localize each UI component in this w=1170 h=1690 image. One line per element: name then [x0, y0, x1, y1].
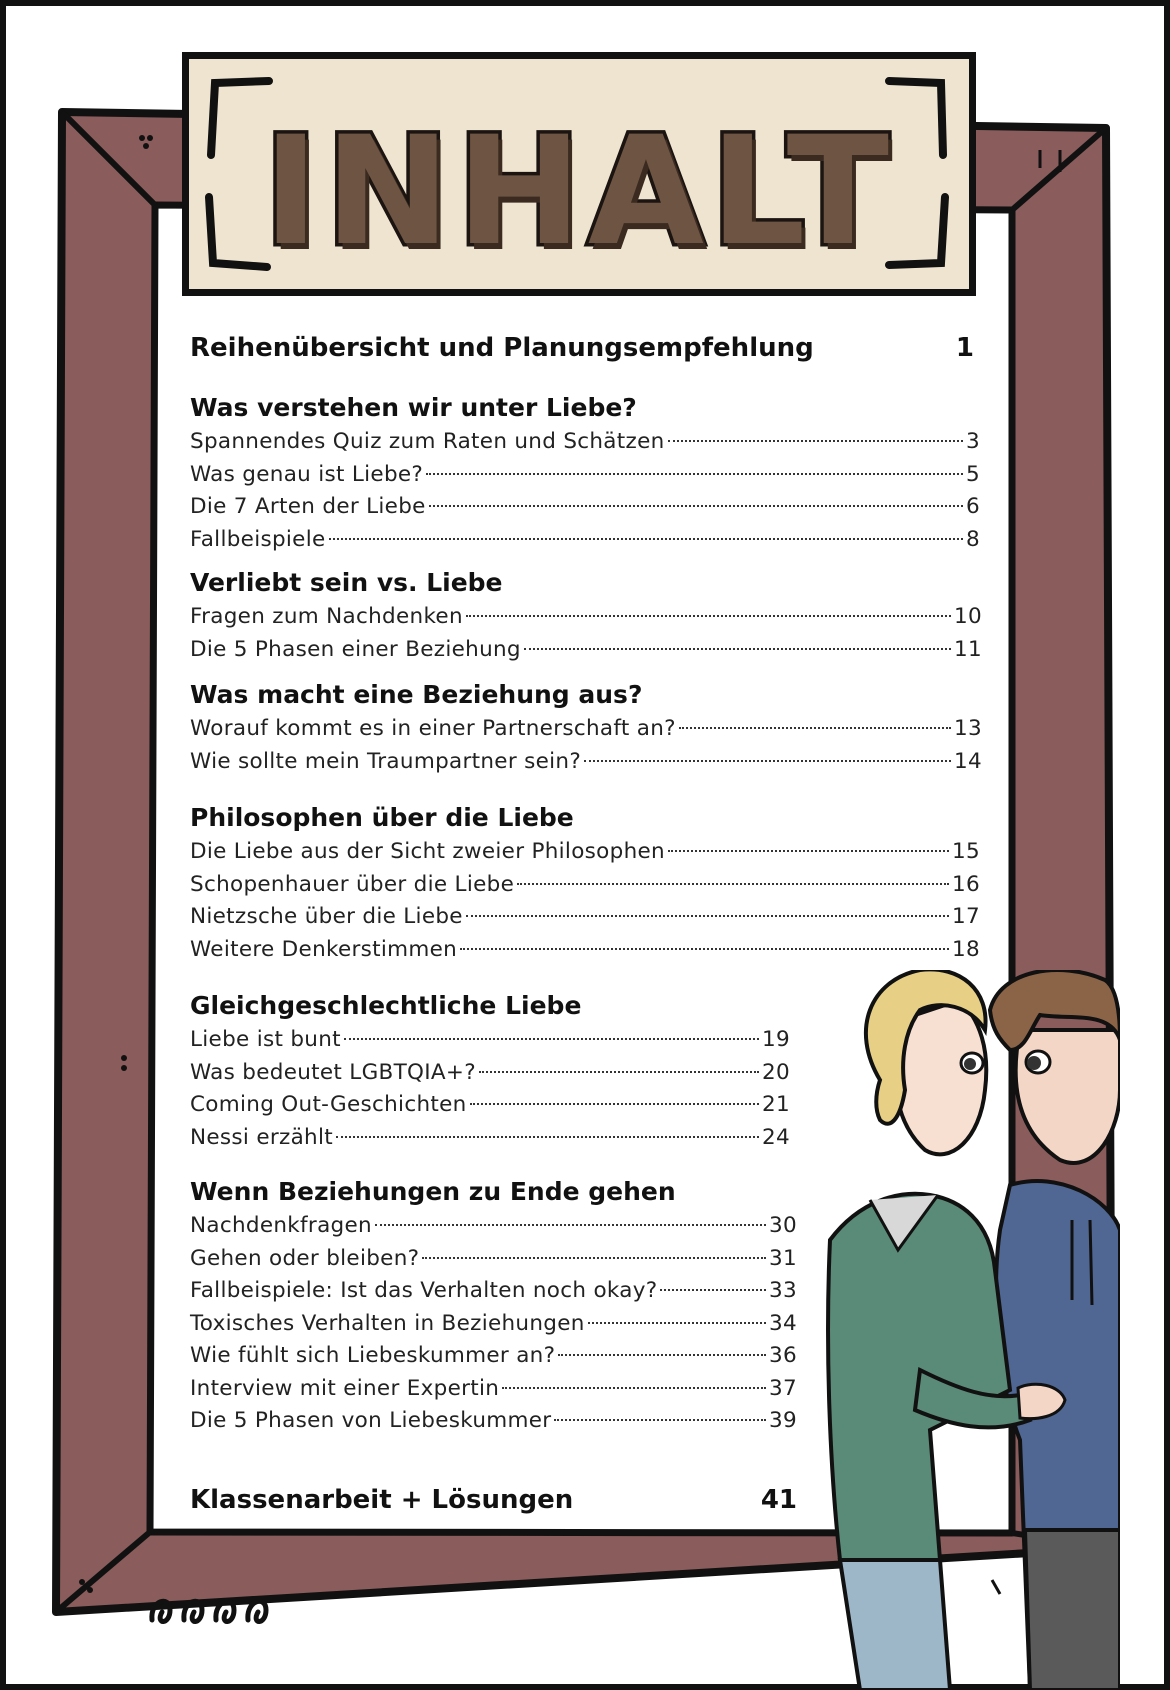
- dot-leader: [422, 1257, 766, 1259]
- toc-row[interactable]: [190, 713, 982, 746]
- toc-row-page: 33: [769, 1278, 797, 1303]
- toc-row-label: Wie sollte mein Traumpartner sein?: [190, 748, 582, 774]
- toc-section: [190, 988, 790, 1154]
- toc-final-label: Klassenarbeit + Lösungen: [190, 1485, 574, 1515]
- section-title: Wenn Beziehungen zu Ende gehen: [190, 1177, 676, 1206]
- title-banner: [182, 52, 976, 296]
- dot-leader: [460, 948, 949, 950]
- dot-leader: [584, 760, 951, 762]
- page-title: INHALT: [262, 105, 896, 279]
- toc-row-label: Wie fühlt sich Liebeskummer an?: [190, 1343, 556, 1368]
- toc-row[interactable]: [190, 1275, 797, 1308]
- toc-row-label: Was bedeutet LGBTQIA+?: [190, 1059, 476, 1085]
- toc-row-page: 19: [762, 1027, 790, 1052]
- dot-leader: [375, 1224, 766, 1226]
- toc-row[interactable]: [190, 634, 982, 667]
- toc-row-page: 36: [769, 1343, 797, 1368]
- dot-leader: [344, 1038, 759, 1040]
- dot-leader: [426, 473, 963, 475]
- toc-row[interactable]: [190, 1210, 797, 1243]
- toc-row-page: 39: [769, 1408, 797, 1433]
- toc-section: [190, 677, 982, 778]
- toc-row-page: 14: [954, 748, 982, 774]
- section-title: Verliebt sein vs. Liebe: [190, 568, 503, 597]
- toc-row-label: Coming Out-Geschichten: [190, 1092, 467, 1117]
- dot-leader: [679, 727, 951, 729]
- section-title: Philosophen über die Liebe: [190, 803, 574, 832]
- toc-row-label: Fallbeispiele: Ist das Verhalten noch okay?: [190, 1278, 658, 1303]
- dot-leader: [588, 1322, 766, 1324]
- dot-leader: [502, 1387, 766, 1389]
- toc-section: [190, 390, 980, 556]
- toc-row-page: 16: [952, 871, 980, 897]
- toc-section: [190, 800, 980, 966]
- toc-row-label: Liebe ist bunt: [190, 1027, 341, 1052]
- section-title: Gleichgeschlechtliche Liebe: [190, 991, 582, 1020]
- toc-row-page: 31: [769, 1245, 797, 1271]
- dot-leader: [479, 1071, 759, 1073]
- toc-row[interactable]: [190, 1243, 797, 1276]
- toc-row-label: Nietzsche über die Liebe: [190, 904, 463, 929]
- toc-row-label: Worauf kommt es in einer Partnerschaft an?: [190, 716, 676, 741]
- toc-row-label: Die 5 Phasen von Liebeskummer: [190, 1408, 552, 1433]
- toc-row[interactable]: [190, 1122, 790, 1155]
- dot-leader: [336, 1136, 759, 1138]
- dot-leader: [466, 615, 951, 617]
- toc-row[interactable]: [190, 459, 980, 492]
- dot-leader: [524, 648, 951, 650]
- toc-row[interactable]: [190, 1089, 790, 1122]
- toc-row-page: 13: [954, 716, 982, 741]
- toc-row-label: Schopenhauer über die Liebe: [190, 871, 515, 897]
- toc-row[interactable]: [190, 1057, 790, 1090]
- dot-leader: [554, 1419, 766, 1421]
- toc-row-label: Interview mit einer Expertin: [190, 1375, 500, 1401]
- toc-row[interactable]: [190, 1308, 797, 1341]
- dot-leader: [517, 883, 949, 885]
- section-title: Was verstehen wir unter Liebe?: [190, 393, 637, 422]
- toc-section: [190, 565, 982, 666]
- toc-final-row[interactable]: [190, 1482, 797, 1518]
- toc-row-label: Gehen oder bleiben?: [190, 1245, 420, 1271]
- toc-row[interactable]: [190, 491, 980, 524]
- dot-leader: [668, 440, 963, 442]
- toc-intro-label: Reihenübersicht und Planungsempfehlung: [190, 333, 814, 363]
- toc-row-page: 18: [952, 936, 980, 962]
- toc-row-page: 5: [966, 461, 980, 487]
- toc-row-page: 3: [966, 429, 980, 454]
- toc-row-page: 37: [769, 1375, 797, 1401]
- toc-row[interactable]: [190, 1024, 790, 1057]
- toc-row-page: 34: [769, 1310, 797, 1336]
- toc-row[interactable]: [190, 426, 980, 459]
- dot-leader: [470, 1103, 759, 1105]
- toc-row[interactable]: [190, 601, 982, 634]
- toc-row-page: 24: [762, 1124, 790, 1150]
- toc-row-label: Toxisches Verhalten in Beziehungen: [190, 1310, 585, 1336]
- toc-intro-page: 1: [955, 333, 974, 363]
- dot-leader: [329, 538, 964, 540]
- toc-section: [190, 1174, 797, 1438]
- dot-leader: [668, 850, 949, 852]
- toc-row[interactable]: [190, 934, 980, 967]
- toc-row[interactable]: [190, 524, 980, 557]
- dot-leader: [429, 505, 963, 507]
- toc-row-page: 11: [954, 636, 982, 662]
- section-title: Was macht eine Beziehung aus?: [190, 680, 643, 709]
- toc-row-label: Weitere Denkerstimmen: [190, 936, 458, 962]
- toc-row-page: 8: [966, 526, 980, 552]
- toc-row-label: Die Liebe aus der Sicht zweier Philosophen: [190, 839, 665, 864]
- toc-row-page: 30: [769, 1213, 797, 1238]
- couple-illustration: [820, 970, 1120, 1690]
- dot-leader: [660, 1289, 766, 1291]
- toc-row-page: 17: [952, 904, 980, 929]
- toc-row-label: Fragen zum Nachdenken: [190, 604, 463, 629]
- toc-row[interactable]: [190, 901, 980, 934]
- toc-final-page: 41: [760, 1485, 797, 1515]
- toc-row-label: Nachdenkfragen: [190, 1213, 372, 1238]
- toc-row[interactable]: [190, 869, 980, 902]
- toc-row-page: 6: [966, 494, 980, 519]
- toc-row[interactable]: [190, 836, 980, 869]
- toc-row-page: 21: [762, 1092, 790, 1117]
- toc-row-label: Die 5 Phasen einer Beziehung: [190, 636, 521, 662]
- toc-row-page: 15: [952, 839, 980, 864]
- toc-row-label: Spannendes Quiz zum Raten und Schätzen: [190, 429, 665, 454]
- toc-row-label: Die 7 Arten der Liebe: [190, 494, 426, 519]
- toc-row[interactable]: [190, 1373, 797, 1406]
- dot-leader: [558, 1354, 766, 1356]
- toc-row-label: Fallbeispiele: [190, 526, 326, 552]
- toc-row[interactable]: [190, 746, 982, 779]
- toc-intro-row[interactable]: [190, 330, 980, 366]
- dot-leader: [466, 915, 949, 917]
- toc-row-label: Nessi erzählt: [190, 1124, 333, 1150]
- toc-row-page: 20: [762, 1059, 790, 1085]
- toc-row[interactable]: [190, 1340, 797, 1373]
- toc-row[interactable]: [190, 1405, 797, 1438]
- toc-row-page: 10: [954, 604, 982, 629]
- toc-row-label: Was genau ist Liebe?: [190, 461, 424, 487]
